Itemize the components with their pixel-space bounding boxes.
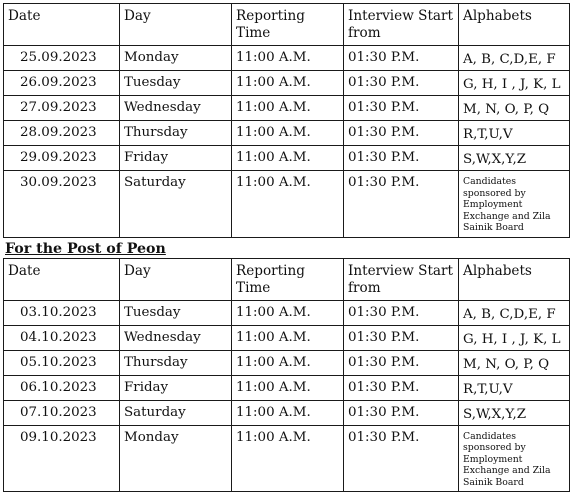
interview-start-cell: 01:30 P.M.: [344, 300, 459, 325]
day-cell: Wednesday: [120, 96, 232, 121]
date-cell: 30.09.2023: [4, 171, 120, 238]
reporting-time-cell: 11:00 A.M.: [232, 325, 344, 350]
date-cell: 05.10.2023: [4, 350, 120, 375]
header-alphabets: Alphabets: [459, 258, 570, 300]
interview-start-cell: 01:30 P.M.: [344, 46, 459, 71]
alphabets-cell: R,T,U,V: [459, 375, 570, 400]
reporting-time-cell: 11:00 A.M.: [232, 46, 344, 71]
table-row: [4, 300, 570, 325]
table-header-row: [4, 258, 570, 300]
date-cell: 27.09.2023: [4, 96, 120, 121]
date-cell: 07.10.2023: [4, 400, 120, 425]
alphabets-sponsored-note: Candidates sponsored by Employment Exchange and Zila Sainik Board: [459, 171, 570, 238]
alphabets-cell: S,W,X,Y,Z: [459, 146, 570, 171]
table-row: [4, 350, 570, 375]
table-row: [4, 425, 570, 492]
table-row: [4, 171, 570, 238]
schedule-table-1: [3, 3, 570, 238]
table-row: [4, 325, 570, 350]
day-cell: Friday: [120, 146, 232, 171]
schedule-table-2: [3, 258, 570, 492]
header-reporting-time: Reporting Time: [232, 258, 344, 300]
reporting-time-cell: 11:00 A.M.: [232, 96, 344, 121]
date-cell: 04.10.2023: [4, 325, 120, 350]
alphabets-cell: S,W,X,Y,Z: [459, 400, 570, 425]
interview-start-cell: 01:30 P.M.: [344, 350, 459, 375]
reporting-time-cell: 11:00 A.M.: [232, 375, 344, 400]
header-alphabets: Alphabets: [459, 4, 570, 46]
interview-start-cell: 01:30 P.M.: [344, 71, 459, 96]
table-row: [4, 46, 570, 71]
alphabets-cell: A, B, C,D,E, F: [459, 300, 570, 325]
alphabets-cell: M, N, O, P, Q: [459, 96, 570, 121]
reporting-time-cell: 11:00 A.M.: [232, 146, 344, 171]
header-date: Date: [4, 258, 120, 300]
table-row: [4, 146, 570, 171]
day-cell: Thursday: [120, 350, 232, 375]
reporting-time-cell: 11:00 A.M.: [232, 350, 344, 375]
alphabets-cell: M, N, O, P, Q: [459, 350, 570, 375]
header-interview-start: Interview Start from: [344, 258, 459, 300]
reporting-time-cell: 11:00 A.M.: [232, 400, 344, 425]
date-cell: 03.10.2023: [4, 300, 120, 325]
header-interview-start: Interview Start from: [344, 4, 459, 46]
header-day: Day: [120, 258, 232, 300]
date-cell: 28.09.2023: [4, 121, 120, 146]
interview-start-cell: 01:30 P.M.: [344, 171, 459, 238]
table-row: [4, 121, 570, 146]
day-cell: Tuesday: [120, 71, 232, 96]
alphabets-cell: R,T,U,V: [459, 121, 570, 146]
alphabets-cell: G, H, I , J, K, L: [459, 325, 570, 350]
date-cell: 29.09.2023: [4, 146, 120, 171]
date-cell: 26.09.2023: [4, 71, 120, 96]
date-cell: 09.10.2023: [4, 425, 120, 492]
table-row: [4, 96, 570, 121]
interview-start-cell: 01:30 P.M.: [344, 425, 459, 492]
interview-schedule-document: [3, 3, 569, 492]
day-cell: Saturday: [120, 400, 232, 425]
day-cell: Thursday: [120, 121, 232, 146]
reporting-time-cell: 11:00 A.M.: [232, 171, 344, 238]
day-cell: Friday: [120, 375, 232, 400]
day-cell: Monday: [120, 425, 232, 492]
date-cell: 25.09.2023: [4, 46, 120, 71]
interview-start-cell: 01:30 P.M.: [344, 121, 459, 146]
table-row: [4, 400, 570, 425]
reporting-time-cell: 11:00 A.M.: [232, 121, 344, 146]
day-cell: Saturday: [120, 171, 232, 238]
table-row: [4, 375, 570, 400]
header-day: Day: [120, 4, 232, 46]
interview-start-cell: 01:30 P.M.: [344, 146, 459, 171]
interview-start-cell: 01:30 P.M.: [344, 96, 459, 121]
day-cell: Wednesday: [120, 325, 232, 350]
section-heading-peon: For the Post of Peon: [5, 241, 569, 258]
date-cell: 06.10.2023: [4, 375, 120, 400]
day-cell: Tuesday: [120, 300, 232, 325]
interview-start-cell: 01:30 P.M.: [344, 375, 459, 400]
header-reporting-time: Reporting Time: [232, 4, 344, 46]
reporting-time-cell: 11:00 A.M.: [232, 71, 344, 96]
alphabets-cell: A, B, C,D,E, F: [459, 46, 570, 71]
interview-start-cell: 01:30 P.M.: [344, 400, 459, 425]
alphabets-sponsored-note: Candidates sponsored by Employment Exchange and Zila Sainik Board: [459, 425, 570, 492]
header-date: Date: [4, 4, 120, 46]
table-header-row: [4, 4, 570, 46]
interview-start-cell: 01:30 P.M.: [344, 325, 459, 350]
reporting-time-cell: 11:00 A.M.: [232, 425, 344, 492]
day-cell: Monday: [120, 46, 232, 71]
alphabets-cell: G, H, I , J, K, L: [459, 71, 570, 96]
reporting-time-cell: 11:00 A.M.: [232, 300, 344, 325]
table-row: [4, 71, 570, 96]
